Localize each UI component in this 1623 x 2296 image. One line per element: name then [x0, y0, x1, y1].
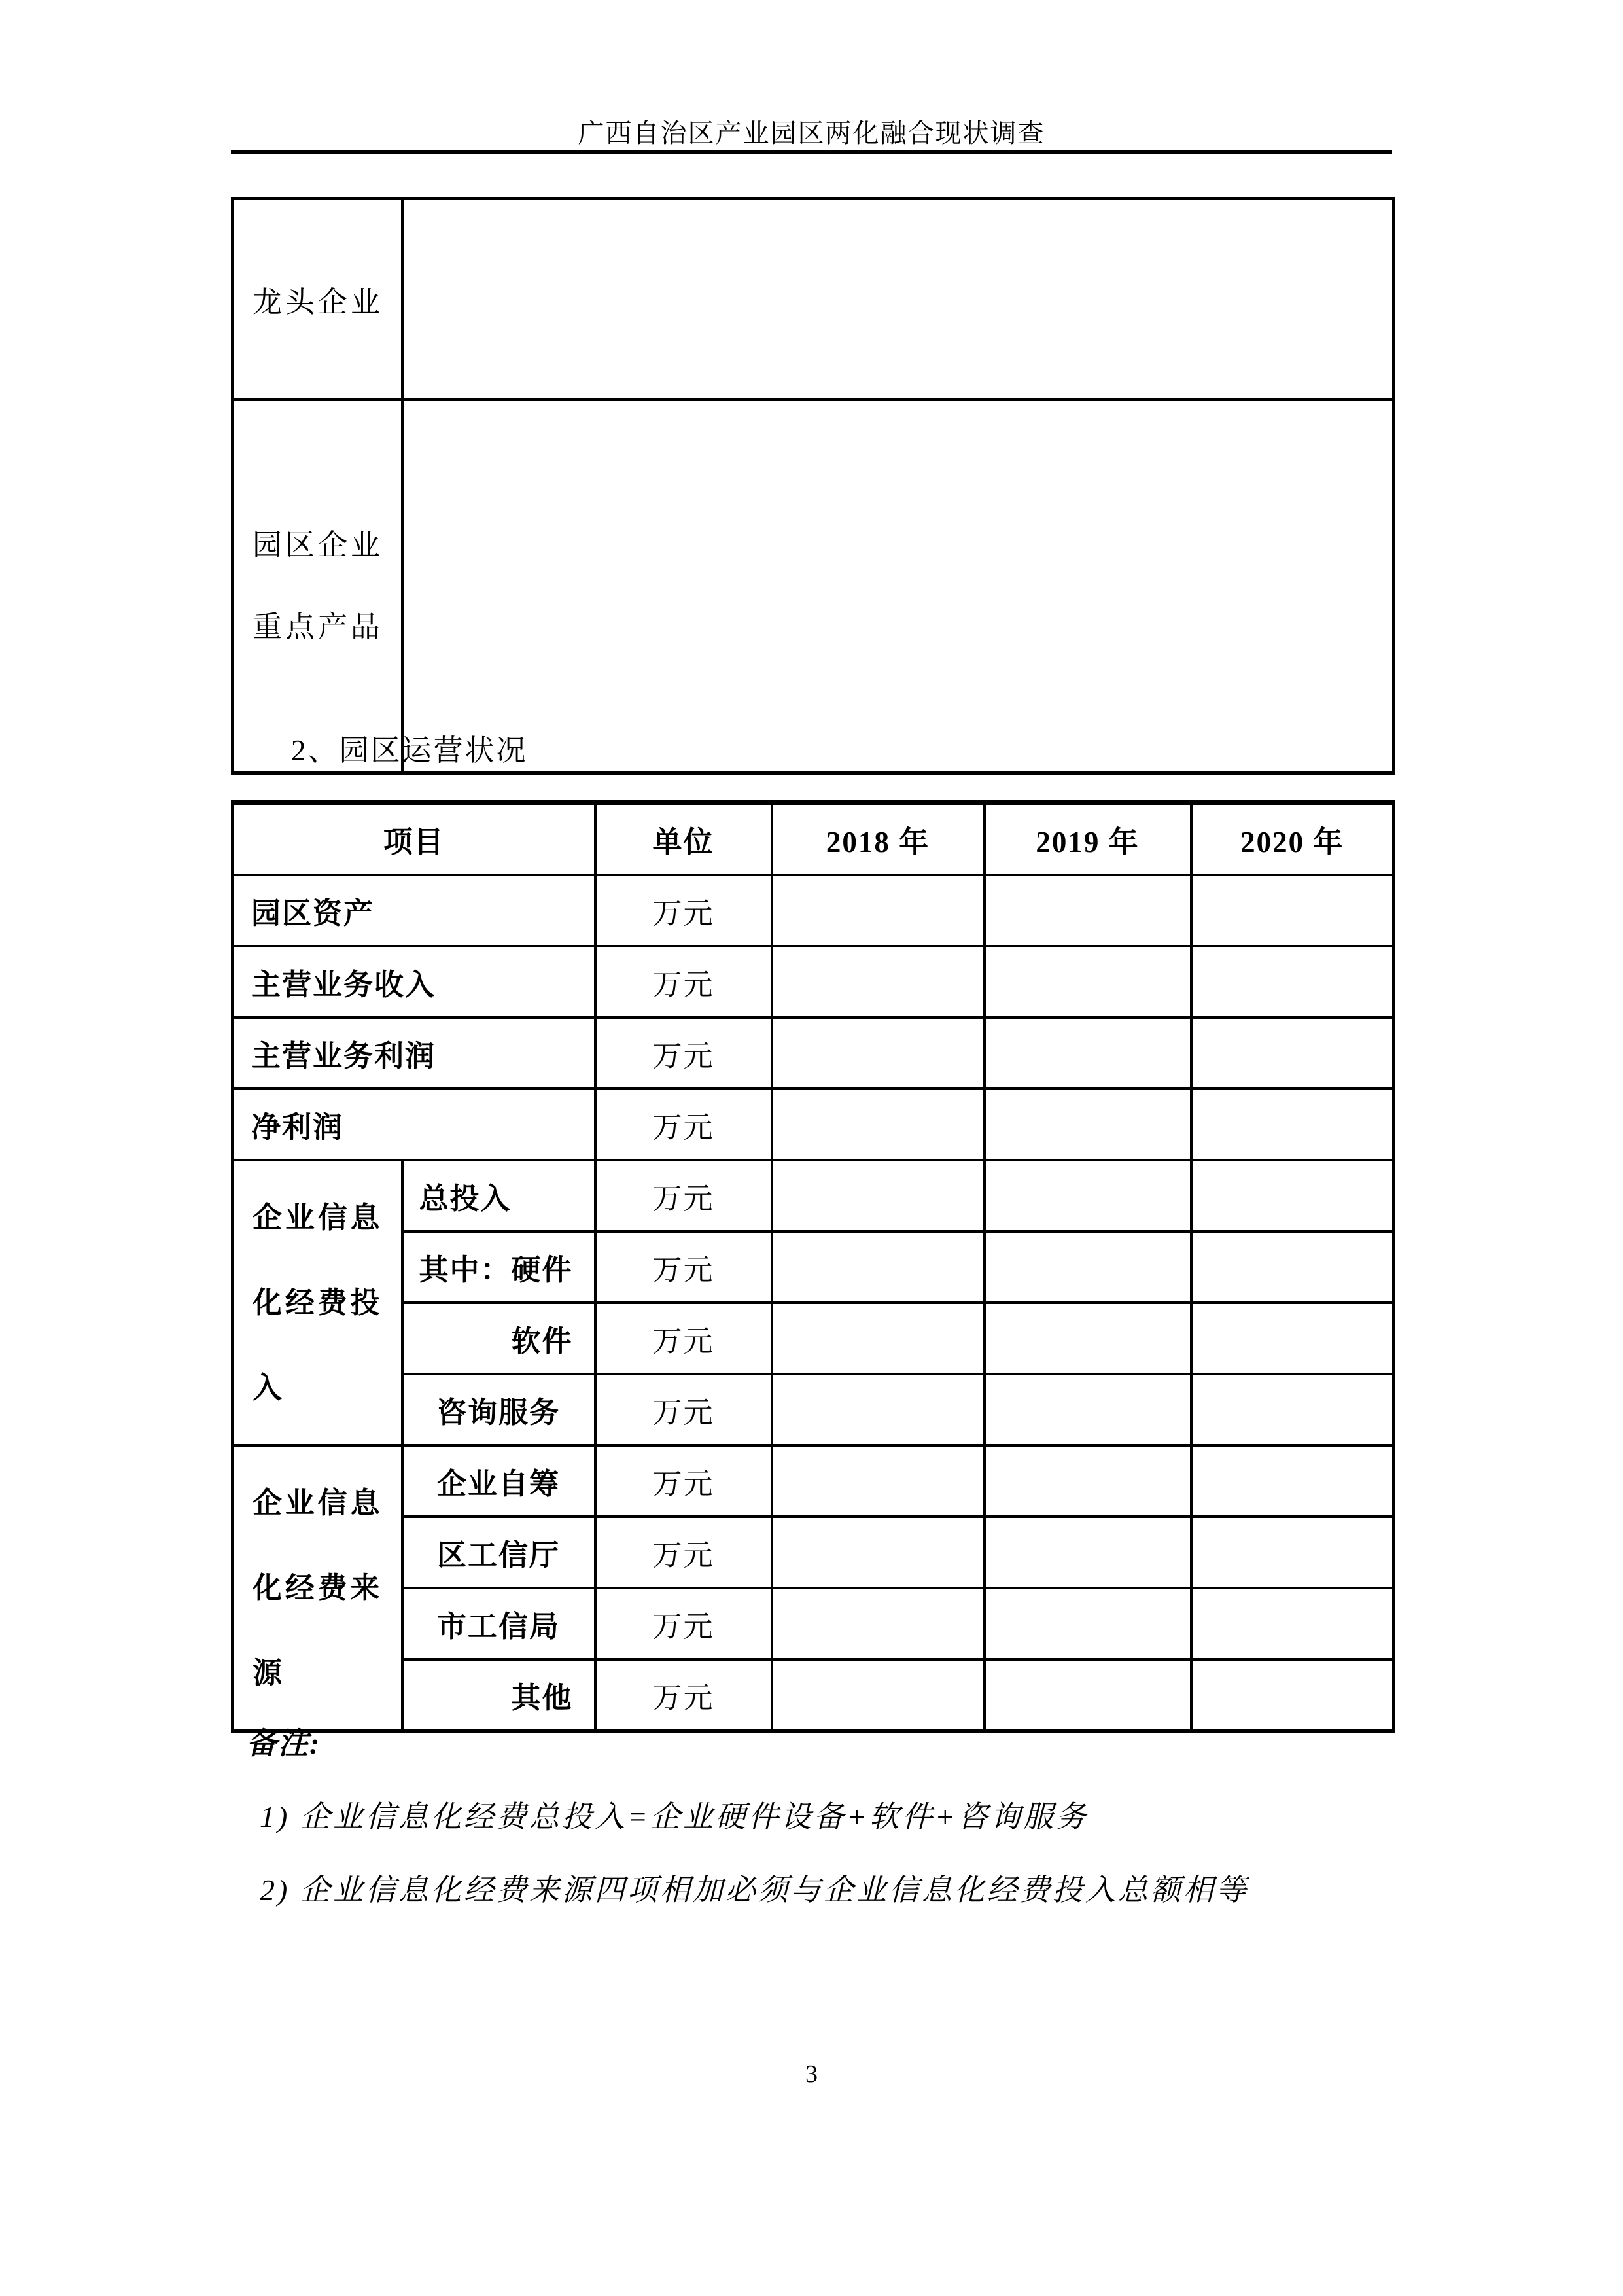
row-label-line: 园区企业 [253, 529, 384, 561]
fill-in-cell[interactable] [402, 199, 1394, 400]
unit-cell: 万元 [595, 946, 772, 1017]
column-header-2018: 2018 年 [772, 803, 985, 875]
table-row [233, 1374, 1394, 1445]
column-header-2019: 2019 年 [985, 803, 1191, 875]
table-row [233, 1303, 1394, 1374]
fill-in-cell[interactable] [1191, 1017, 1394, 1089]
header-rule [231, 150, 1392, 154]
group-label-cell: 企业信息化经费投入 [233, 1160, 402, 1445]
fill-in-cell[interactable] [772, 1017, 985, 1089]
unit-cell: 万元 [595, 1374, 772, 1445]
column-header-item: 项目 [233, 803, 595, 875]
fill-in-cell[interactable] [985, 875, 1191, 946]
column-header-unit: 单位 [595, 803, 772, 875]
fill-in-cell[interactable] [772, 1089, 985, 1160]
subitem-label-cell: 区工信厅 [402, 1517, 595, 1588]
unit-cell: 万元 [595, 1517, 772, 1588]
fill-in-cell[interactable] [1191, 1303, 1394, 1374]
unit-cell: 万元 [595, 875, 772, 946]
notes-section [231, 1708, 1392, 1909]
fill-in-cell[interactable] [1191, 1231, 1394, 1303]
note-item: 1) 企业信息化经费总投入=企业硬件设备+软件+咨询服务 [260, 1800, 1089, 1833]
fill-in-cell[interactable] [985, 1089, 1191, 1160]
table-row [233, 1017, 1394, 1089]
table-row [233, 1231, 1394, 1303]
subitem-label-cell: 总投入 [402, 1160, 595, 1231]
table-row [233, 1160, 1394, 1231]
fill-in-cell[interactable] [985, 1374, 1191, 1445]
section-heading: 2、园区运营状况 [291, 734, 528, 767]
unit-cell: 万元 [595, 1231, 772, 1303]
row-label-cell: 主营业务收入 [233, 946, 595, 1017]
fill-in-cell[interactable] [1191, 1374, 1394, 1445]
fill-in-cell[interactable] [772, 946, 985, 1017]
row-label-cell: 主营业务利润 [233, 1017, 595, 1089]
fill-in-cell[interactable] [772, 1374, 985, 1445]
fill-in-cell[interactable] [985, 1017, 1191, 1089]
fill-in-cell[interactable] [772, 1445, 985, 1517]
fill-in-cell[interactable] [1191, 875, 1394, 946]
unit-cell: 万元 [595, 1445, 772, 1517]
subitem-label-cell: 其他 [402, 1659, 595, 1731]
table-row [233, 1517, 1394, 1588]
group-label-cell: 企业信息化经费来源 [233, 1445, 402, 1731]
row-label-cell: 龙头企业 [233, 199, 402, 400]
unit-cell: 万元 [595, 1303, 772, 1374]
unit-cell: 万元 [595, 1160, 772, 1231]
fill-in-cell[interactable] [772, 1160, 985, 1231]
fill-in-cell[interactable] [402, 400, 1394, 773]
table-row [233, 400, 1394, 773]
row-label-cell [233, 400, 402, 773]
unit-cell: 万元 [595, 1659, 772, 1731]
row-label-line: 重点产品 [253, 610, 384, 643]
fill-in-cell[interactable] [985, 1517, 1191, 1588]
table-row [233, 1089, 1394, 1160]
subitem-label-cell: 市工信局 [402, 1588, 595, 1659]
fill-in-cell[interactable] [1191, 1445, 1394, 1517]
page-header-title: 广西自治区产业园区两化融合现状调查 [578, 118, 1045, 148]
unit-cell: 万元 [595, 1588, 772, 1659]
table-row [233, 199, 1394, 400]
table-row [233, 1588, 1394, 1659]
unit-cell: 万元 [595, 1017, 772, 1089]
table-row [233, 875, 1394, 946]
fill-in-cell[interactable] [1191, 1160, 1394, 1231]
subitem-label-cell: 咨询服务 [402, 1374, 595, 1445]
fill-in-cell[interactable] [1191, 1517, 1394, 1588]
subitem-label-cell: 企业自筹 [402, 1445, 595, 1517]
fill-in-cell[interactable] [985, 1588, 1191, 1659]
subitem-label-cell: 软件 [402, 1303, 595, 1374]
fill-in-cell[interactable] [985, 946, 1191, 1017]
subitem-label-cell: 其中：硬件 [402, 1231, 595, 1303]
fill-in-cell[interactable] [1191, 1588, 1394, 1659]
fill-in-cell[interactable] [985, 1160, 1191, 1231]
row-label-cell: 净利润 [233, 1089, 595, 1160]
page-number: 3 [805, 2060, 818, 2088]
fill-in-cell[interactable] [772, 1303, 985, 1374]
notes-title: 备注: [247, 1727, 321, 1760]
enterprise-table [231, 197, 1395, 775]
table-row [233, 1445, 1394, 1517]
fill-in-cell[interactable] [772, 1231, 985, 1303]
unit-cell: 万元 [595, 1089, 772, 1160]
table-header-row [233, 803, 1394, 875]
fill-in-cell[interactable] [985, 1303, 1191, 1374]
fill-in-cell[interactable] [772, 875, 985, 946]
fill-in-cell[interactable] [1191, 946, 1394, 1017]
operation-table [231, 800, 1395, 1733]
fill-in-cell[interactable] [772, 1588, 985, 1659]
fill-in-cell[interactable] [985, 1445, 1191, 1517]
table-row [233, 946, 1394, 1017]
fill-in-cell[interactable] [772, 1517, 985, 1588]
fill-in-cell[interactable] [1191, 1089, 1394, 1160]
fill-in-cell[interactable] [985, 1231, 1191, 1303]
column-header-2020: 2020 年 [1191, 803, 1394, 875]
note-item: 2) 企业信息化经费来源四项相加必须与企业信息化经费投入总额相等 [260, 1873, 1249, 1907]
row-label-cell: 园区资产 [233, 875, 595, 946]
